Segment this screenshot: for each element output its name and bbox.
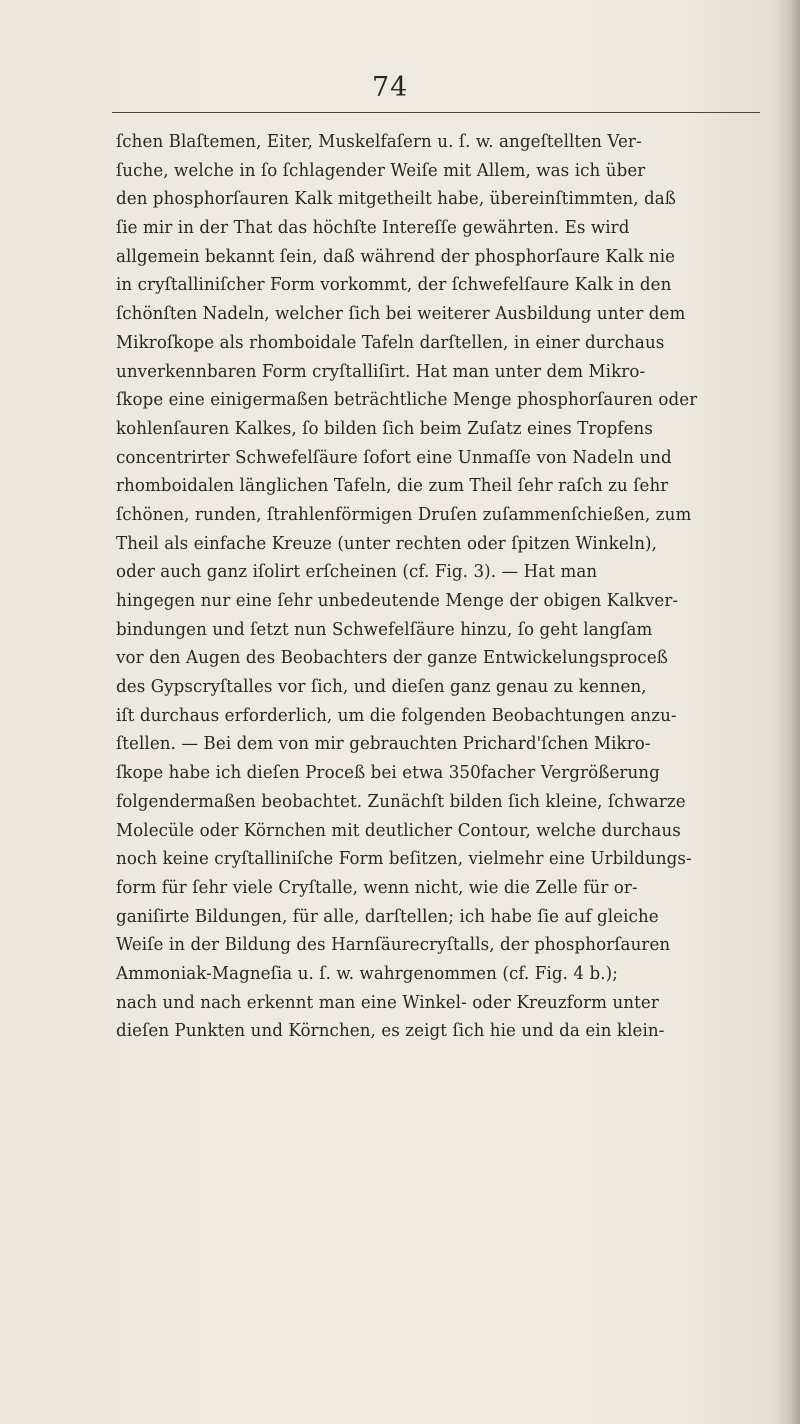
text-line: Molecüle oder Körnchen mit deutlicher Contour, welche durchaus: [116, 820, 681, 841]
body-text: [116, 128, 792, 1046]
text-line: den phosphorſauren Kalk mitgetheilt habe, übereinſtimmten, daß: [116, 189, 677, 210]
header-rule: [112, 112, 760, 113]
text-line: ſie mir in der That das höchſte Intereſſe gewährten. Es wird: [116, 218, 630, 239]
text-line: rhomboidalen länglichen Tafeln, die zum Theil ſehr raſch zu ſehr: [116, 476, 669, 497]
text-line: allgemein bekannt ſein, daß während der phosphorſaure Kalk nie: [116, 246, 676, 267]
text-line: Ammoniak-Magneſia u. ſ. w. wahrgenommen (cf. Fig. 4 b.);: [116, 963, 618, 984]
text-line: folgendermaßen beobachtet. Zunächſt bilden ſich kleine, ſchwarze: [116, 791, 686, 812]
text-line: hingegen nur eine ſehr unbedeutende Menge der obigen Kalkver-: [116, 591, 679, 611]
text-line: Theil als einfache Kreuze (unter rechten oder ſpitzen Winkeln),: [116, 533, 658, 554]
text-line: ſkope habe ich dieſen Proceß bei etwa 350facher Vergrößerung: [116, 763, 660, 784]
text-line: Weiſe in der Bildung des Harnſäurecryſtalls, der phosphorſauren: [116, 935, 671, 956]
text-line: unverkennbaren Form cryſtalliſirt. Hat man unter dem Mikro-: [116, 361, 646, 382]
text-line: ganiſirte Bildungen, für alle, darſtellen; ich habe ſie auf gleiche: [116, 906, 659, 927]
text-line: ſtellen. — Bei dem von mir gebrauchten Prichard'ſchen Mikro-: [116, 734, 651, 755]
text-line: iſt durchaus erforderlich, um die folgenden Beobachtungen anzu-: [116, 705, 677, 726]
text-line: ſchönen, runden, ſtrahlenförmigen Druſen zuſammenſchießen, zum: [116, 504, 692, 525]
text-line: Mikroſkope als rhomboidale Tafeln darſtellen, in einer durchaus: [116, 332, 665, 353]
text-line: vor den Augen des Beobachters der ganze Entwickelungsproceß: [116, 648, 669, 669]
text-line: dieſen Punkten und Körnchen, es zeigt ſich hie und da ein klein-: [116, 1021, 665, 1042]
text-line: form für ſehr viele Cryſtalle, wenn nicht, wie die Zelle für or-: [116, 877, 638, 898]
text-line: noch keine cryſtalliniſche Form beſitzen, vielmehr eine Urbildungs-: [116, 849, 692, 870]
text-line: in cryſtalliniſcher Form vorkommt, der ſchwefelſaure Kalk in den: [116, 275, 672, 296]
text-line: concentrirter Schwefelſäure ſofort eine Unmaſſe von Nadeln und: [116, 447, 672, 468]
text-line: ſkope eine einigermaßen beträchtliche Menge phosphorſauren oder: [116, 390, 698, 411]
text-line: oder auch ganz iſolirt erſcheinen (cf. Fig. 3). — Hat man: [116, 562, 598, 583]
text-line: nach und nach erkennt man eine Winkel- oder Kreuzform unter: [116, 992, 659, 1013]
text-line: ſchen Blaſtemen, Eiter, Muskelfaſern u. ſ. w. angeſtellten Ver-: [116, 132, 642, 152]
text-line: ſuche, welche in ſo ſchlagender Weiſe mit Allem, was ich über: [116, 160, 646, 181]
text-line: bindungen und ſetzt nun Schwefelſäure hinzu, ſo geht langſam: [116, 619, 653, 640]
text-line: ſchönſten Nadeln, welcher ſich bei weiterer Ausbildung unter dem: [116, 304, 686, 325]
text-line: kohlenſauren Kalkes, ſo bilden ſich beim Zuſatz eines Tropfens: [116, 418, 654, 439]
text-line: des Gypscryſtalles vor ſich, und dieſen ganz genau zu kennen,: [116, 677, 647, 698]
page-number: 74: [372, 72, 409, 103]
